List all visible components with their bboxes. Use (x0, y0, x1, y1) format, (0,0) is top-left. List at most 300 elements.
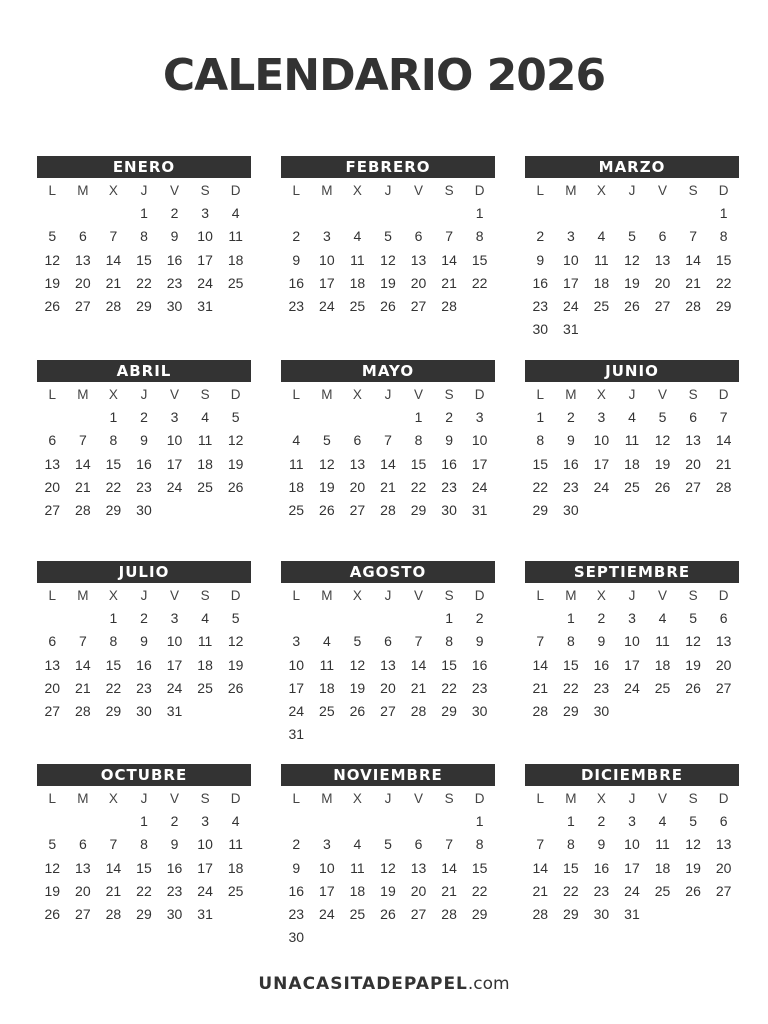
day-cell: 26 (227, 478, 244, 495)
weekday-label: X (108, 791, 118, 806)
weekday-label: S (200, 791, 210, 806)
day-cell: 23 (441, 478, 457, 495)
day-cell: 5 (231, 610, 240, 626)
week-row (37, 476, 251, 499)
day-cell: 22 (136, 882, 152, 899)
day-cell: 8 (445, 633, 453, 650)
weekday-label: D (230, 791, 241, 806)
empty-day-cell (37, 607, 68, 630)
day-cell: 24 (319, 906, 335, 923)
day-cell: 29 (136, 298, 152, 315)
day-cell: 2 (536, 228, 545, 245)
weekday-label: L (536, 791, 545, 806)
day-cell: 11 (197, 633, 213, 650)
weekday-label: L (48, 387, 57, 402)
empty-day-cell (434, 723, 465, 746)
week-row (37, 225, 251, 248)
day-cell: 21 (75, 679, 91, 696)
empty-day-cell (37, 202, 68, 225)
day-cell: 6 (48, 432, 57, 449)
day-cell: 1 (566, 813, 575, 829)
day-cell: 16 (166, 859, 183, 876)
day-cell: 26 (624, 298, 640, 315)
week-row (281, 406, 495, 429)
day-cell: 23 (166, 882, 183, 899)
day-cell: 23 (593, 882, 610, 899)
day-cell: 13 (380, 656, 396, 673)
week-row (281, 202, 495, 225)
day-cell: 7 (78, 633, 87, 650)
day-cell: 3 (475, 409, 484, 425)
empty-day-cell (220, 295, 251, 318)
day-cell: 28 (105, 298, 122, 315)
footer-domain: .com (467, 974, 510, 994)
week-row (525, 903, 739, 926)
empty-day-cell (68, 406, 99, 429)
empty-day-cell (434, 926, 465, 949)
day-cell: 24 (319, 298, 335, 315)
day-cell: 17 (197, 251, 213, 268)
empty-day-cell (708, 318, 739, 341)
day-cell: 20 (685, 455, 701, 472)
day-cell: 19 (44, 274, 61, 291)
day-cell: 24 (288, 703, 305, 720)
week-row (37, 272, 251, 295)
day-cell: 29 (715, 298, 732, 315)
day-cell: 29 (410, 502, 427, 519)
empty-day-cell (373, 723, 404, 746)
day-cell: 15 (715, 251, 732, 268)
empty-day-cell (37, 810, 68, 833)
day-cell: 7 (536, 633, 545, 650)
weekday-label: L (536, 183, 545, 198)
month-noviembre (281, 764, 495, 950)
day-cell: 22 (441, 679, 457, 696)
empty-day-cell (312, 810, 343, 833)
day-cell: 29 (105, 703, 122, 720)
day-cell: 12 (380, 859, 396, 876)
weekday-label: J (628, 183, 636, 198)
day-cell: 28 (441, 906, 457, 923)
day-cell: 19 (685, 859, 701, 876)
day-cell: 9 (566, 432, 575, 449)
empty-day-cell (373, 406, 404, 429)
day-cell: 16 (563, 455, 579, 472)
day-cell: 19 (227, 455, 244, 472)
day-cell: 25 (227, 274, 244, 291)
day-cell: 9 (597, 836, 606, 853)
week-row (525, 700, 739, 723)
month-julio (37, 561, 251, 723)
week-row (37, 833, 251, 856)
week-row (525, 654, 739, 677)
day-cell: 20 (44, 679, 61, 696)
empty-day-cell (403, 926, 434, 949)
week-row (525, 499, 739, 522)
day-cell: 28 (410, 703, 427, 720)
day-cell: 19 (380, 274, 396, 291)
empty-day-cell (647, 499, 678, 522)
day-cell: 30 (563, 502, 579, 519)
empty-day-cell (342, 202, 373, 225)
empty-day-cell (525, 607, 556, 630)
day-cell: 5 (628, 228, 636, 245)
weekday-header-row (281, 788, 495, 810)
day-cell: 22 (715, 274, 732, 291)
day-cell: 4 (322, 633, 331, 650)
day-cell: 8 (109, 633, 118, 650)
weekday-label: M (565, 183, 577, 198)
day-cell: 10 (197, 228, 213, 245)
week-row (525, 225, 739, 248)
weekday-label: V (658, 791, 668, 806)
day-cell: 14 (105, 859, 122, 876)
day-cell: 30 (288, 929, 305, 946)
weekday-label: J (384, 387, 392, 402)
weekday-label: D (230, 387, 241, 402)
day-cell: 1 (140, 205, 148, 221)
day-cell: 17 (166, 455, 183, 472)
week-row (37, 700, 251, 723)
empty-day-cell (342, 723, 373, 746)
day-cell: 17 (563, 274, 579, 291)
day-cell: 16 (288, 274, 305, 291)
weekday-label: X (108, 387, 118, 402)
day-cell: 24 (471, 478, 488, 495)
day-cell: 13 (685, 432, 701, 449)
weekday-label: D (474, 183, 485, 198)
day-cell: 19 (319, 478, 335, 495)
day-cell: 25 (349, 906, 366, 923)
day-cell: 10 (624, 836, 640, 853)
day-cell: 27 (349, 502, 366, 519)
day-cell: 14 (532, 859, 549, 876)
weekday-label: L (48, 791, 57, 806)
weekday-label: M (77, 183, 89, 198)
day-cell: 24 (563, 298, 579, 315)
empty-day-cell (68, 202, 99, 225)
month-header: ABRIL (37, 360, 251, 382)
day-cell: 18 (197, 455, 213, 472)
weekday-header-row (525, 180, 739, 202)
day-cell: 14 (715, 432, 732, 449)
day-cell: 28 (685, 298, 701, 315)
weekday-label: D (474, 791, 485, 806)
day-cell: 10 (288, 656, 305, 673)
day-cell: 12 (380, 251, 396, 268)
day-cell: 6 (689, 409, 697, 425)
day-cell: 4 (597, 228, 606, 245)
day-cell: 6 (658, 228, 667, 245)
week-row (525, 272, 739, 295)
day-cell: 26 (349, 703, 366, 720)
weekday-label: M (321, 183, 333, 198)
day-cell: 1 (536, 409, 545, 425)
month-header: AGOSTO (281, 561, 495, 583)
month-mayo (281, 360, 495, 522)
day-cell: 3 (201, 205, 209, 221)
day-cell: 14 (105, 251, 122, 268)
day-cell: 13 (410, 251, 427, 268)
day-cell: 7 (445, 836, 453, 853)
empty-day-cell (98, 810, 129, 833)
day-cell: 13 (44, 455, 61, 472)
day-cell: 21 (441, 882, 457, 899)
day-cell: 14 (532, 656, 549, 673)
day-cell: 12 (227, 633, 244, 650)
day-cell: 11 (350, 251, 365, 268)
day-cell: 20 (75, 882, 91, 899)
day-cell: 21 (105, 274, 122, 291)
weekday-label: M (565, 387, 577, 402)
day-cell: 6 (353, 432, 362, 449)
day-cell: 25 (197, 478, 213, 495)
day-cell: 19 (227, 656, 244, 673)
day-cell: 9 (170, 836, 179, 853)
day-cell: 16 (136, 455, 152, 472)
day-cell: 10 (471, 432, 488, 449)
day-cell: 24 (166, 478, 183, 495)
week-row (281, 700, 495, 723)
weekday-label: J (140, 791, 148, 806)
day-cell: 25 (624, 478, 640, 495)
day-cell: 7 (78, 432, 87, 449)
day-cell: 3 (597, 409, 606, 425)
weekday-label: S (688, 588, 698, 603)
weekday-header-row (525, 585, 739, 607)
day-cell: 11 (350, 859, 365, 876)
weekday-header-row (281, 585, 495, 607)
day-cell: 24 (593, 478, 610, 495)
day-cell: 17 (624, 656, 640, 673)
empty-day-cell (403, 723, 434, 746)
weekday-label: S (200, 588, 210, 603)
day-cell: 26 (654, 478, 671, 495)
weekday-header-row (281, 384, 495, 406)
empty-day-cell (342, 926, 373, 949)
day-cell: 20 (715, 656, 732, 673)
month-header: MARZO (525, 156, 739, 178)
day-cell: 18 (319, 679, 335, 696)
week-row (525, 318, 739, 341)
empty-day-cell (312, 926, 343, 949)
day-cell: 18 (654, 656, 671, 673)
weekday-label: X (352, 387, 362, 402)
day-cell: 31 (624, 906, 640, 923)
month-header: NOVIEMBRE (281, 764, 495, 786)
day-cell: 21 (532, 679, 549, 696)
day-cell: 10 (593, 432, 610, 449)
day-cell: 27 (685, 478, 701, 495)
day-cell: 12 (349, 656, 366, 673)
day-cell: 2 (445, 409, 453, 425)
day-cell: 6 (414, 836, 423, 853)
day-cell: 4 (231, 813, 240, 829)
week-row (281, 880, 495, 903)
week-row (281, 654, 495, 677)
empty-day-cell (464, 723, 495, 746)
week-row (37, 249, 251, 272)
weekday-label: S (200, 183, 210, 198)
empty-day-cell (342, 810, 373, 833)
week-row (281, 476, 495, 499)
week-row (37, 654, 251, 677)
day-cell: 30 (136, 502, 152, 519)
week-row (37, 630, 251, 653)
day-cell: 15 (532, 455, 549, 472)
month-enero (37, 156, 251, 318)
day-cell: 6 (78, 228, 87, 245)
day-cell: 20 (715, 859, 732, 876)
empty-day-cell (647, 318, 678, 341)
day-cell: 14 (75, 455, 91, 472)
day-cell: 8 (475, 228, 484, 245)
day-cell: 6 (719, 813, 728, 829)
day-cell: 4 (201, 610, 209, 626)
day-cell: 5 (322, 432, 331, 449)
week-row (281, 295, 495, 318)
day-cell: 18 (227, 251, 244, 268)
week-row (525, 607, 739, 630)
weekday-label: S (444, 588, 454, 603)
day-cell: 4 (658, 610, 667, 626)
day-cell: 8 (414, 432, 423, 449)
weekday-label: J (628, 387, 636, 402)
empty-day-cell (708, 903, 739, 926)
day-cell: 14 (441, 859, 457, 876)
day-cell: 4 (658, 813, 667, 829)
weekday-label: X (596, 588, 606, 603)
week-row (281, 833, 495, 856)
day-cell: 19 (685, 656, 701, 673)
footer-website (0, 974, 768, 994)
day-cell: 3 (566, 228, 575, 245)
weekday-label: D (230, 588, 241, 603)
day-cell: 19 (349, 679, 366, 696)
empty-day-cell (281, 810, 312, 833)
empty-day-cell (678, 202, 709, 225)
day-cell: 10 (197, 836, 213, 853)
day-cell: 30 (471, 703, 488, 720)
day-cell: 3 (292, 633, 301, 650)
day-cell: 11 (289, 455, 304, 472)
day-cell: 16 (166, 251, 183, 268)
week-row (37, 607, 251, 630)
day-cell: 28 (532, 906, 549, 923)
day-cell: 2 (292, 228, 301, 245)
empty-day-cell (434, 810, 465, 833)
day-cell: 27 (44, 703, 61, 720)
weekday-label: M (565, 588, 577, 603)
empty-day-cell (281, 607, 312, 630)
day-cell: 27 (654, 298, 671, 315)
empty-day-cell (525, 810, 556, 833)
day-cell: 27 (715, 679, 732, 696)
day-cell: 7 (445, 228, 453, 245)
day-cell: 26 (380, 298, 396, 315)
empty-day-cell (373, 607, 404, 630)
day-cell: 3 (322, 836, 331, 853)
empty-day-cell (617, 700, 648, 723)
empty-day-cell (312, 607, 343, 630)
empty-day-cell (342, 406, 373, 429)
day-cell: 9 (536, 251, 545, 268)
weekday-label: X (352, 183, 362, 198)
day-cell: 22 (471, 274, 488, 291)
weekday-label: M (77, 791, 89, 806)
day-cell: 5 (689, 813, 697, 829)
week-row (37, 903, 251, 926)
month-header: FEBRERO (281, 156, 495, 178)
week-row (525, 630, 739, 653)
day-cell: 17 (624, 859, 640, 876)
day-cell: 26 (685, 679, 701, 696)
day-cell: 26 (44, 298, 61, 315)
weekday-label: V (170, 791, 180, 806)
weekday-header-row (525, 384, 739, 406)
day-cell: 9 (140, 633, 148, 650)
day-cell: 9 (597, 633, 606, 650)
empty-day-cell (586, 318, 617, 341)
weekday-label: V (658, 588, 668, 603)
day-cell: 19 (380, 882, 396, 899)
day-cell: 2 (292, 836, 301, 853)
weekday-header-row (37, 384, 251, 406)
weekday-label: J (628, 588, 636, 603)
day-cell: 19 (654, 455, 671, 472)
empty-day-cell (281, 202, 312, 225)
day-cell: 10 (563, 251, 579, 268)
day-cell: 7 (109, 836, 118, 853)
weekday-label: V (658, 387, 668, 402)
empty-day-cell (647, 903, 678, 926)
day-cell: 30 (136, 703, 152, 720)
day-cell: 29 (105, 502, 122, 519)
weekday-label: L (536, 588, 545, 603)
day-cell: 26 (319, 502, 335, 519)
month-junio (525, 360, 739, 522)
empty-day-cell (678, 700, 709, 723)
weekday-label: J (140, 387, 148, 402)
weekday-label: D (474, 387, 485, 402)
day-cell: 15 (105, 656, 122, 673)
weekday-label: V (170, 183, 180, 198)
month-header: JUNIO (525, 360, 739, 382)
day-cell: 15 (471, 251, 488, 268)
weekday-label: V (414, 588, 424, 603)
day-cell: 20 (410, 882, 427, 899)
day-cell: 1 (140, 813, 148, 829)
day-cell: 11 (228, 836, 243, 853)
day-cell: 12 (44, 251, 61, 268)
day-cell: 6 (78, 836, 87, 853)
day-cell: 13 (75, 859, 91, 876)
day-cell: 4 (353, 228, 362, 245)
day-cell: 15 (563, 859, 579, 876)
empty-day-cell (434, 202, 465, 225)
day-cell: 4 (201, 409, 209, 425)
week-row (281, 810, 495, 833)
day-cell: 29 (532, 502, 549, 519)
day-cell: 20 (44, 478, 61, 495)
empty-day-cell (586, 499, 617, 522)
day-cell: 9 (475, 633, 484, 650)
day-cell: 8 (140, 228, 148, 245)
day-cell: 19 (624, 274, 640, 291)
day-cell: 15 (563, 656, 579, 673)
day-cell: 20 (410, 274, 427, 291)
empty-day-cell (373, 926, 404, 949)
